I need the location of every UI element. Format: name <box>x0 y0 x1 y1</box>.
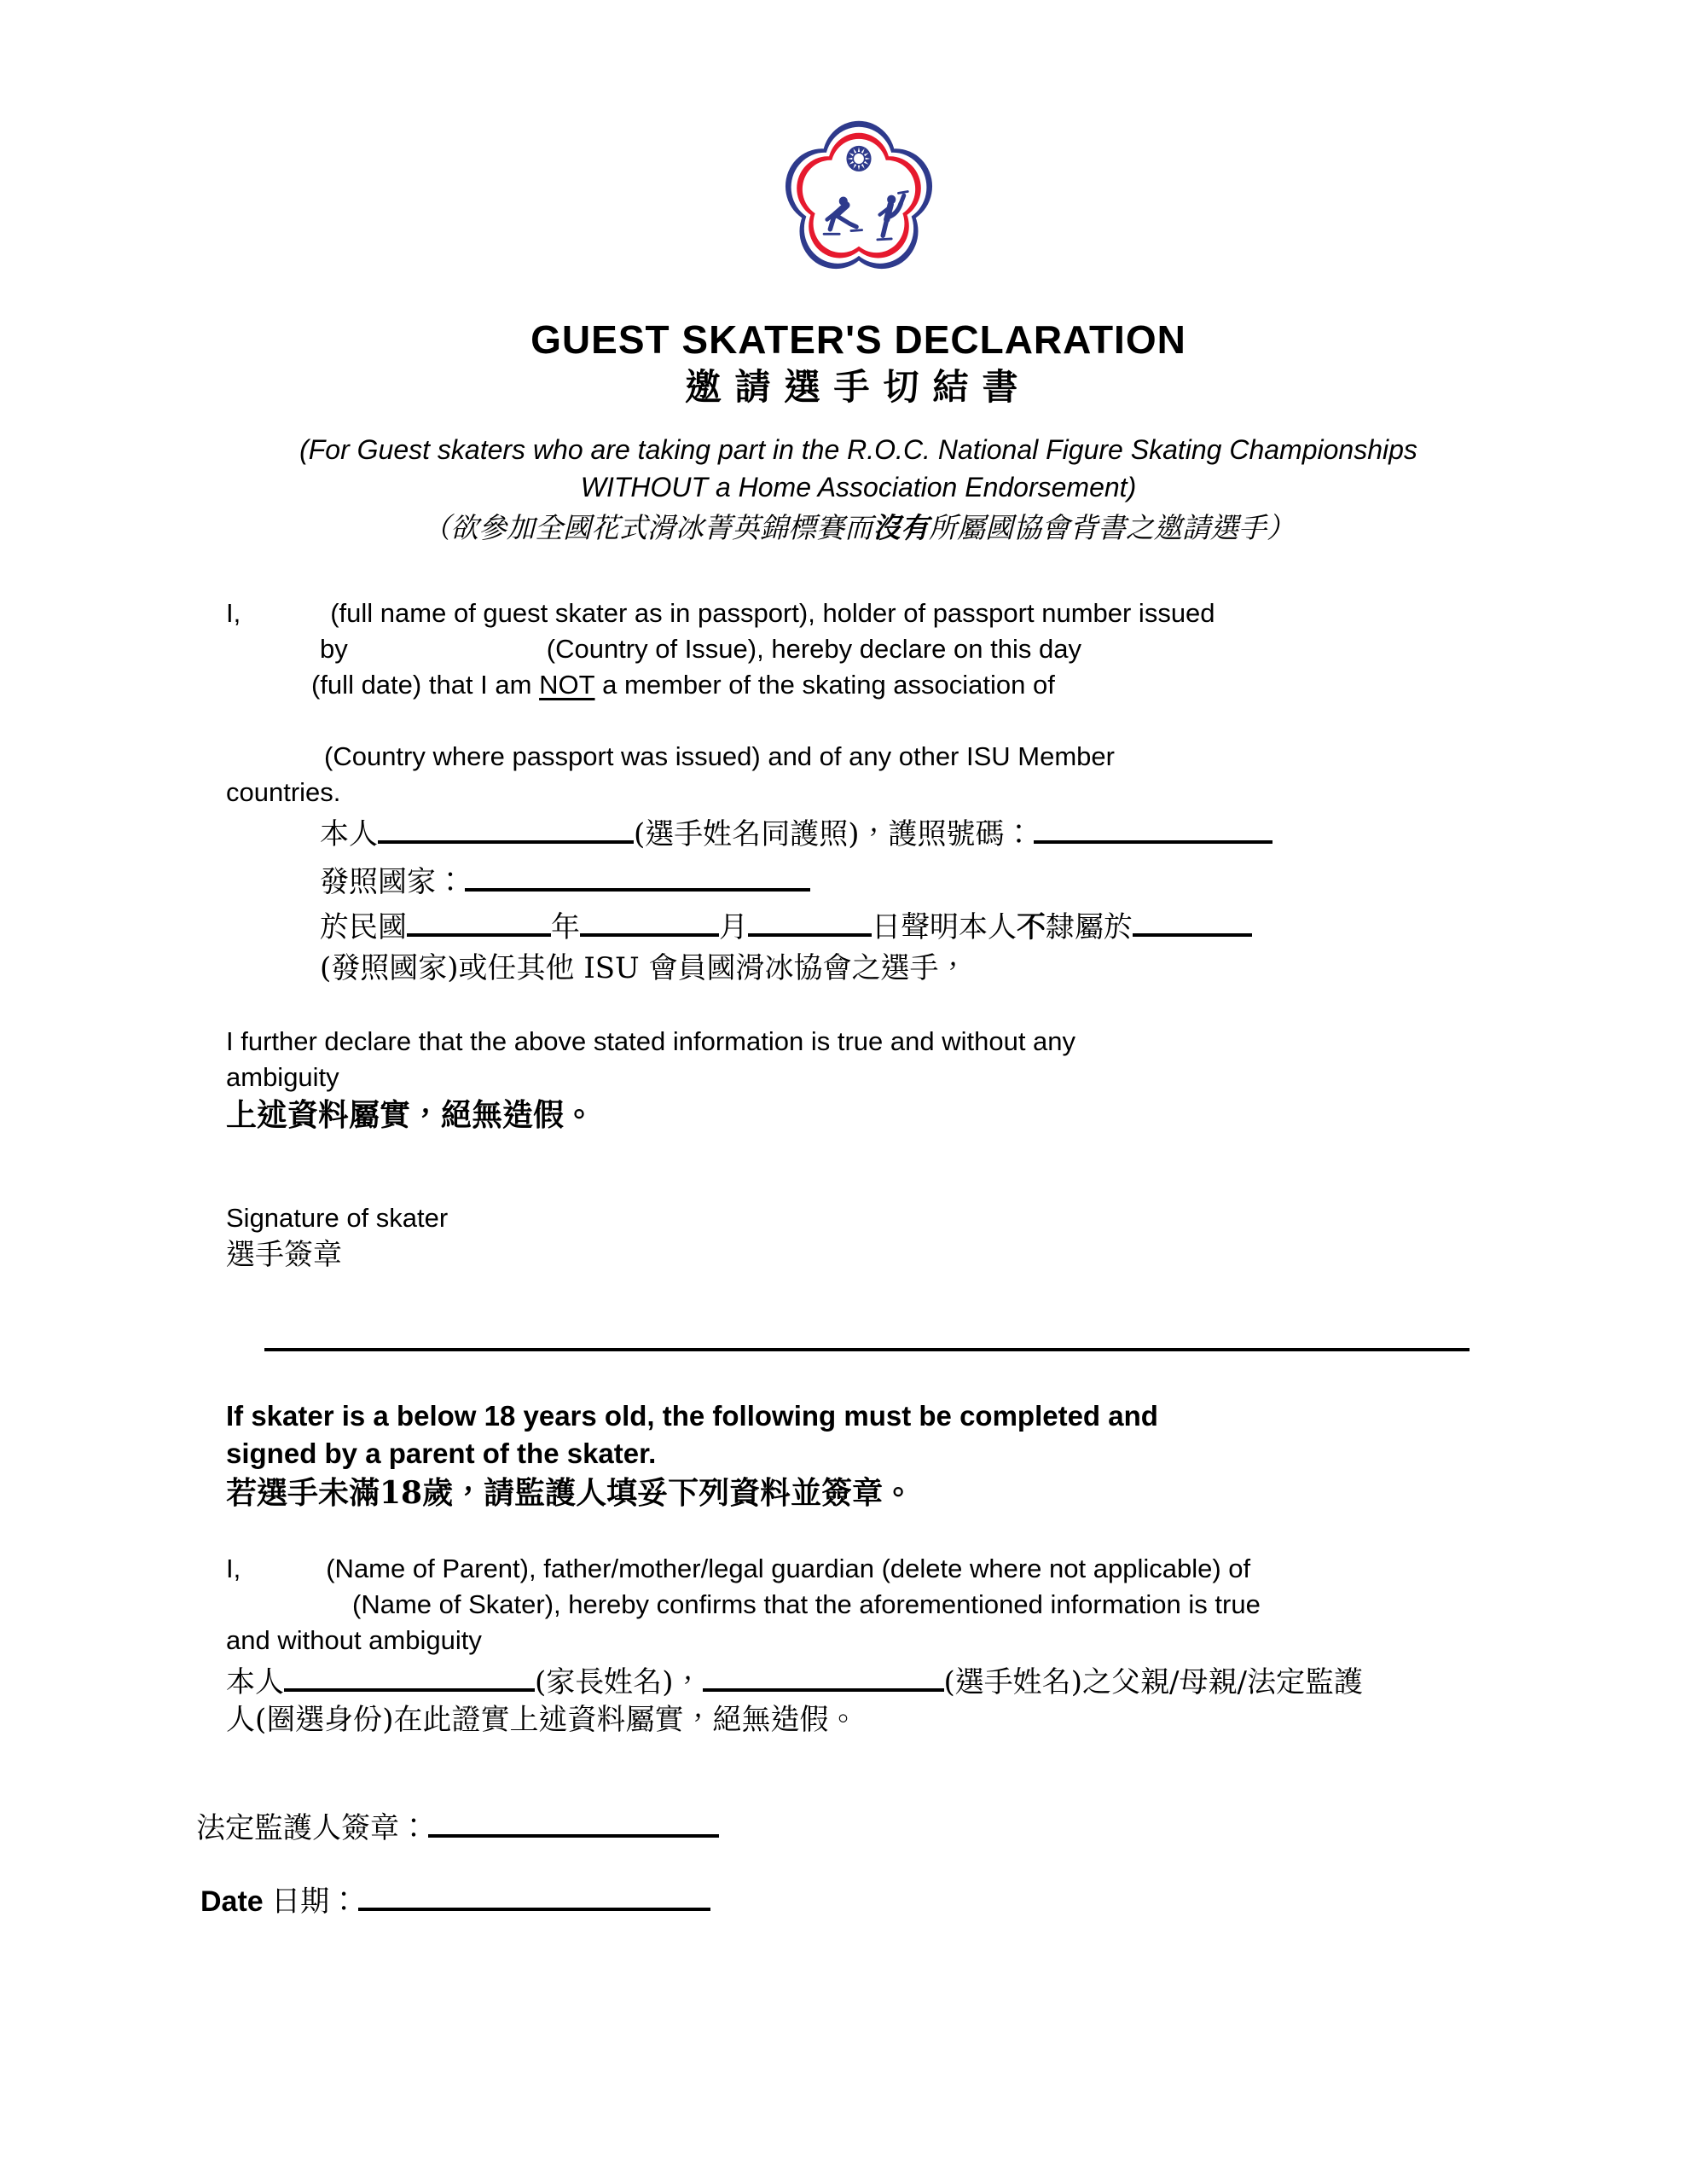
blank-parent-name <box>284 1683 535 1692</box>
page-title: GUEST SKATER'S DECLARATION <box>530 317 1186 362</box>
signature-label-en: Signature of skater <box>226 1203 449 1233</box>
declaration-line-1: I, (full name of guest skater as in passport), holder of passport number issued <box>226 598 1215 628</box>
signature-label-zh: 選手簽章 <box>226 1238 342 1272</box>
logo-container <box>226 118 1491 278</box>
declaration-paragraph <box>226 595 1491 810</box>
affirmation-block <box>226 1024 1491 1135</box>
intro-line-1: (For Guest skaters who are taking part in the R.O.C. National Figure Skating Championships <box>299 434 1417 465</box>
declaration-line-2: by (Country of Issue), hereby declare on this day <box>320 634 1081 664</box>
skater-signature-block <box>226 1201 1491 1275</box>
not-underlined: NOT <box>539 670 595 700</box>
skating-union-plum-blossom-logo-icon <box>781 118 936 278</box>
fill-line-isu: (發照國家)或任其他 ISU 會員國滑冰協會之選手， <box>320 951 968 985</box>
blank-guardian-signature <box>428 1829 719 1838</box>
blank-day <box>748 928 872 937</box>
chinese-declaration-fill-block <box>226 810 1491 988</box>
blank-year <box>407 928 551 937</box>
affirmation-line-2: ambiguity <box>226 1062 339 1092</box>
blank-association <box>1133 928 1252 937</box>
declaration-blank-line <box>226 703 1491 739</box>
minor-heading-line-2: signed by a parent of the skater. <box>226 1438 657 1469</box>
parent-line-1: I, (Name of Parent), father/mother/legal guardian (delete where not applicable) of <box>226 1554 1251 1583</box>
minor-heading-chinese: 若選手未滿18歲，請監護人填妥下列資料並簽章。 <box>226 1475 914 1511</box>
declaration-line-3: (full date) that I am NOT a member of the skating association of <box>311 670 1055 700</box>
parent-fill-line-1: 本人 (家長姓名)， (選手姓名)之父親/母親/法定監護 <box>226 1665 1363 1699</box>
parent-declaration-paragraph <box>226 1551 1491 1739</box>
blank-date <box>358 1902 710 1911</box>
parent-line-2: (Name of Skater), hereby confirms that the aforementioned information is true <box>352 1589 1261 1619</box>
fill-line-date: 於民國 年 月 日聲明本人不隸屬於 <box>320 906 1491 949</box>
blank-skater-name <box>378 835 634 844</box>
affirmation-line-1: I further declare that the above stated information is true and without any <box>226 1026 1076 1056</box>
declaration-line-5: countries. <box>226 777 341 807</box>
intro-line-2: WITHOUT a Home Association Endorsement) <box>580 472 1137 502</box>
intro-note <box>226 431 1491 550</box>
affirmation-chinese: 上述資料屬實，絕無造假。 <box>226 1097 595 1133</box>
fill-line-name-passport: 本人 (選手姓名同護照)，護照號碼： <box>320 810 1491 858</box>
parent-line-3: and without ambiguity <box>226 1625 482 1655</box>
parent-fill-line-2: 人(圈選身份)在此證實上述資料屬實，絕無造假。 <box>226 1703 858 1737</box>
fill-line-country: 發照國家： <box>320 858 1491 906</box>
blank-issuing-country <box>465 883 810 892</box>
blank-skater-name-2 <box>703 1683 944 1692</box>
minor-heading-line-1: If skater is a below 18 years old, the following must be completed and <box>226 1400 1158 1432</box>
intro-line-chinese: （欲參加全國花式滑冰菁英錦標賽而沒有所屬國協會背書之邀請選手） <box>422 511 1295 544</box>
date-line: Date 日期： <box>200 1882 1491 1921</box>
blank-passport-number <box>1034 835 1272 844</box>
minor-section-heading <box>226 1397 1491 1513</box>
guardian-signature-line: 法定監護人簽章： <box>196 1809 1491 1848</box>
page-title-chinese: 邀請選手切結書 <box>685 366 1032 408</box>
blank-month <box>580 928 719 937</box>
declaration-line-4: (Country where passport was issued) and of any other ISU Member <box>324 741 1115 771</box>
section-divider <box>264 1348 1470 1351</box>
